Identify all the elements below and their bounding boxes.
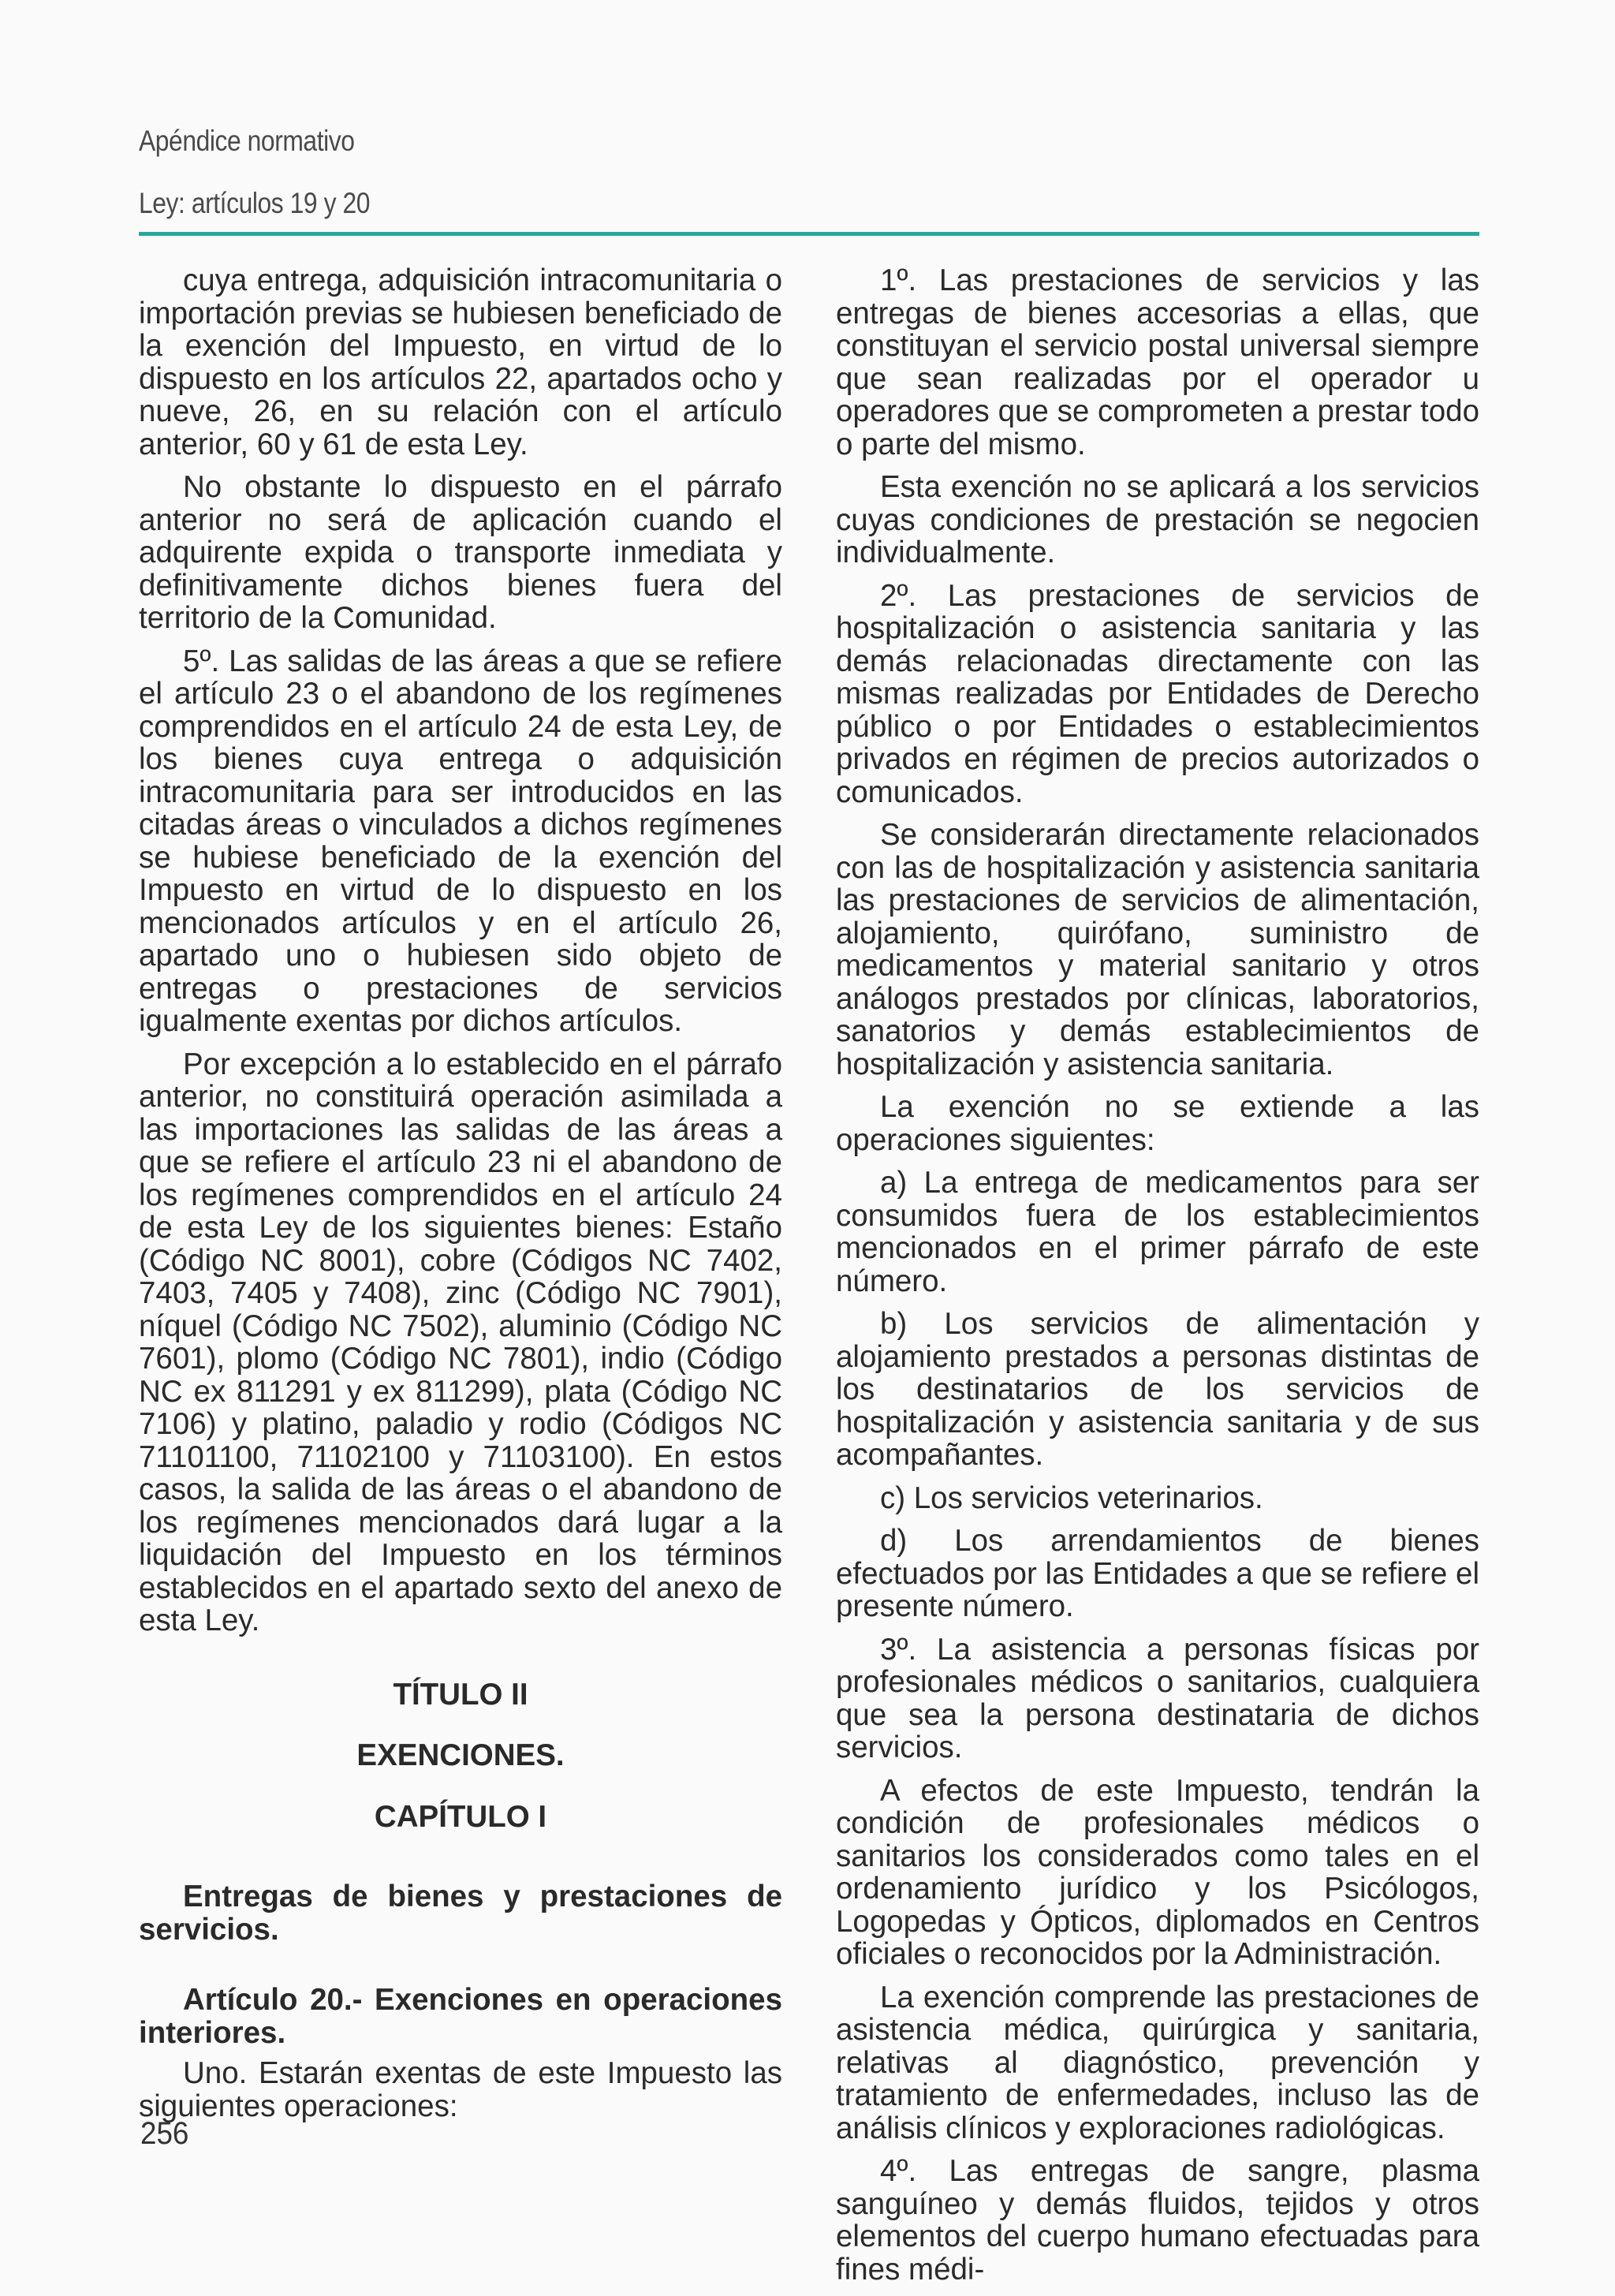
paragraph: A efectos de este Impuesto, tendrán la condición de profesionales médicos o sanitarios los considerados como tales en el ordenamiento jurídico y los Psicólogos, Logopedas y Ópticos, diplomados en Centros oficiales o reconocidos por la Administración. <box>836 1773 1479 1971</box>
title-label: TÍTULO II <box>393 1677 528 1712</box>
paragraph: Por excepción a lo establecido en el párrafo anterior, no constituirá operación asimilada a las importaciones las salidas de las áreas a que se refiere el artículo 23 ni el abandono de los regímenes comprendidos en el artículo 24 de esta Ley de los siguientes bienes: Estaño (Código NC 8001), cobre (Códigos NC 7402, 7403, 7405 y 7408), zinc (Código NC 7901), níquel (Código NC 7502), aluminio (Código NC 7601), plomo (Código NC 7801), indio (Código NC ex 811291 y ex 811299), plata (Código NC 7106) y platino, paladio y rodio (Códigos NC 71101100, 71102100 y 71103100). En estos casos, la salida de las áreas o el abandono de los regímenes mencionados dará lugar a la liquidación del Impuesto en los términos establecidos en el apartado sexto del anexo de esta Ley. <box>139 1047 782 1637</box>
right-column <box>836 264 1479 2296</box>
chapter-label: CAPÍTULO I <box>374 1799 547 1834</box>
paragraph: c) Los servicios veterinarios. <box>880 1480 1263 1515</box>
paragraph: 4º. Las entregas de sangre, plasma sanguíneo y demás fluidos, tejidos y otros elementos del cuerpo humano efectuadas para fines médi- <box>836 2154 1479 2287</box>
page-number: 256 <box>140 2116 189 2151</box>
paragraph: b) Los servicios de alimentación y alojamiento prestados a personas distintas de los destinatarios de los servicios de hospitalización y asistencia sanitaria y de sus acompañantes. <box>836 1307 1479 1472</box>
running-head-articles: Ley: artículos 19 y 20 <box>139 187 371 219</box>
paragraph: 2º. Las prestaciones de servicios de hospitalización o asistencia sanitaria y las demás relacionadas directamente con las mismas realizadas por Entidades de Derecho público o por Entidades o establecimientos privados en régimen de precios autorizados o comunicados. <box>836 578 1479 809</box>
paragraph: No obstante lo dispuesto en el párrafo anterior no será de aplicación cuando el adquirente expida o transporte inmediata y definitivamente dichos bienes fuera del territorio de la Comunidad. <box>139 470 782 635</box>
paragraph: cuya entrega, adquisición intracomunitaria o importación previas se hubiesen beneficiado de la exención del Impuesto, en virtud de lo dispuesto en los artículos 22, apartados ocho y nueve, 26, en su relación con el artículo anterior, 60 y 61 de esta Ley. <box>139 263 782 461</box>
running-head-section: Apéndice normativo <box>139 125 355 157</box>
paragraph: Uno. Estarán exentas de este Impuesto las siguientes operaciones: <box>139 2056 782 2123</box>
paragraph: a) La entrega de medicamentos para ser consumidos fuera de los establecimientos mencionados en el primer párrafo de este número. <box>836 1166 1479 1298</box>
section-heading: Entregas de bienes y prestaciones de servicios. <box>139 1880 782 1947</box>
paragraph: Se considerarán directamente relacionados con las de hospitalización y asistencia sanitaria las prestaciones de servicios de alimentación, alojamiento, quirófano, suministro de medicamentos y material sanitario y otros análogos prestados por clínicas, laboratorios, sanatorios y demás establecimientos de hospitalización y asistencia sanitaria. <box>836 818 1479 1081</box>
paragraph: La exención no se extiende a las operaciones siguientes: <box>836 1090 1479 1157</box>
paragraph: La exención comprende las prestaciones de asistencia médica, quirúrgica y sanitaria, relativas al diagnóstico, prevención y tratamiento de enfermedades, incluso las de análisis clínicos y exploraciones radiológicas. <box>836 1980 1479 2145</box>
paragraph: Esta exención no se aplicará a los servicios cuyas condiciones de prestación se negocien individualmente. <box>836 470 1479 569</box>
left-column <box>139 264 782 2133</box>
title-name: EXENCIONES. <box>356 1738 565 1772</box>
paragraph: 1º. Las prestaciones de servicios y las entregas de bienes accesorias a ellas, que constituyan el servicio postal universal siempre que sean realizadas por el operador u operadores que se comprometen a prestar todo o parte del mismo. <box>836 263 1479 461</box>
header-rule <box>139 232 1479 236</box>
paragraph: 3º. La asistencia a personas físicas por profesionales médicos o sanitarios, cualquiera que sea la persona destinataria de dichos servicios. <box>836 1632 1479 1764</box>
paragraph: 5º. Las salidas de las áreas a que se refiere el artículo 23 o el abandono de los regímenes comprendidos en el artículo 24 de esta Ley, de los bienes cuya entrega o adquisición intracomunitaria para ser introducidos en las citadas áreas o vinculados a dichos regímenes se hubiese beneficiado de la exención del Impuesto en virtud de lo dispuesto en los mencionados artículos y en el artículo 26, apartado uno o hubiesen sido objeto de entregas o prestaciones de servicios igualmente exentas por dichos artículos. <box>139 644 782 1038</box>
article-heading: Artículo 20.- Exenciones en operaciones interiores. <box>139 1983 782 2050</box>
paragraph: d) Los arrendamientos de bienes efectuados por las Entidades a que se refiere el presente número. <box>836 1524 1479 1623</box>
